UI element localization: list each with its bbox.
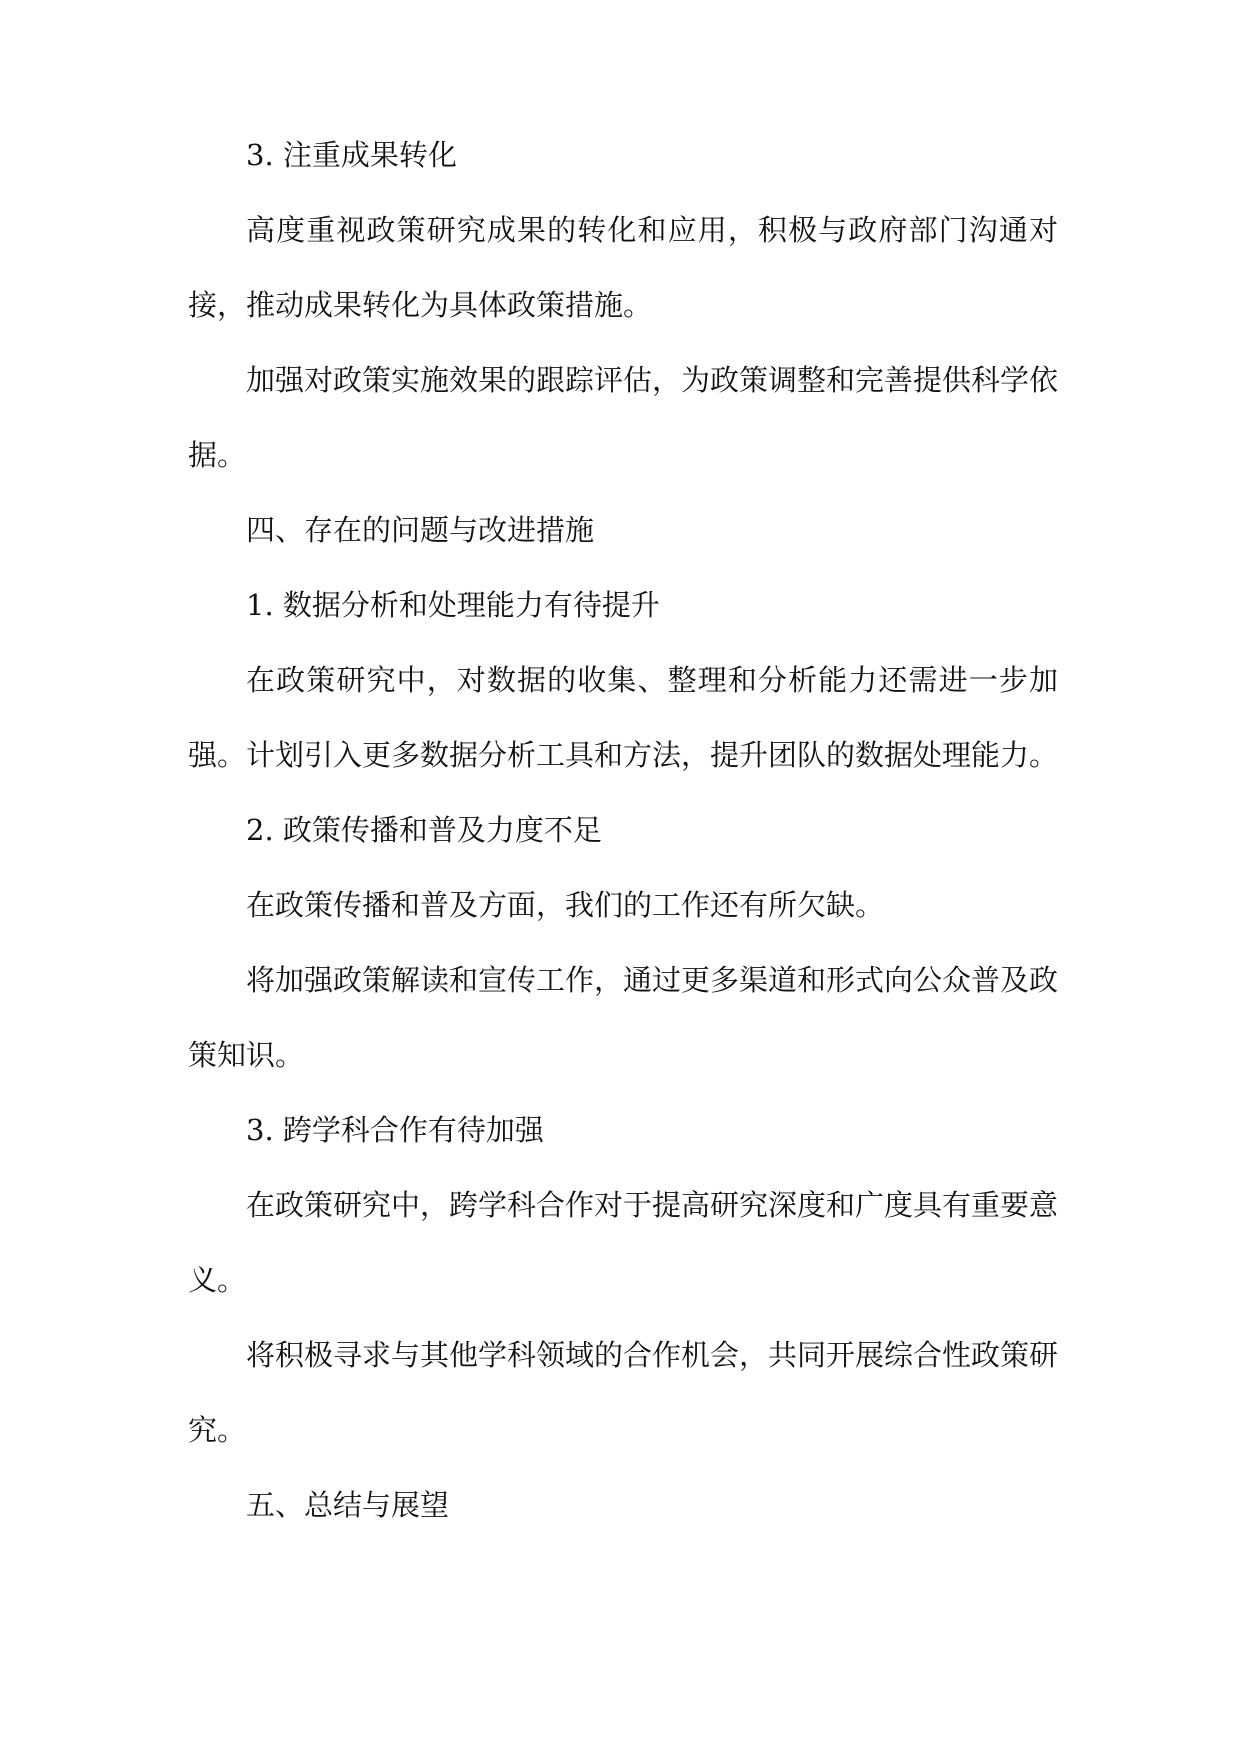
block-3: 四、存在的问题与改进措施 xyxy=(246,513,595,547)
block-5: 在政策研究中，对数据的收集、整理和分析能力还需进一步加强。 xyxy=(188,663,1058,772)
block-1: 高度重视政策研究成果的转化和应用，积极与政府部门沟通对接，推动成果转化为具体政策措施。 xyxy=(188,213,1058,322)
block-8: 在政策传播和普及方面，我们的工作还有所欠缺。 xyxy=(246,888,885,922)
block-10: 3. 跨学科合作有待加强 xyxy=(246,1113,544,1147)
block-7: 2. 政策传播和普及力度不足 xyxy=(246,813,602,847)
block-6: 计划引入更多数据分析工具和方法，提升团队的数据处理能力。 xyxy=(246,738,1059,772)
block-13: 五、总结与展望 xyxy=(246,1488,450,1522)
block-11: 在政策研究中，跨学科合作对于提高研究深度和广度具有重要意义。 xyxy=(188,1188,1059,1297)
block-4: 1. 数据分析和处理能力有待提升 xyxy=(246,588,660,622)
block-2: 加强对政策实施效果的跟踪评估，为政策调整和完善提供科学依据。 xyxy=(188,363,1059,472)
block-12: 将积极寻求与其他学科领域的合作机会，共同开展综合性政策研究。 xyxy=(188,1338,1059,1447)
block-0: 3. 注重成果转化 xyxy=(246,138,457,172)
block-9: 将加强政策解读和宣传工作，通过更多渠道和形式向公众普及政策知识。 xyxy=(188,963,1059,1072)
